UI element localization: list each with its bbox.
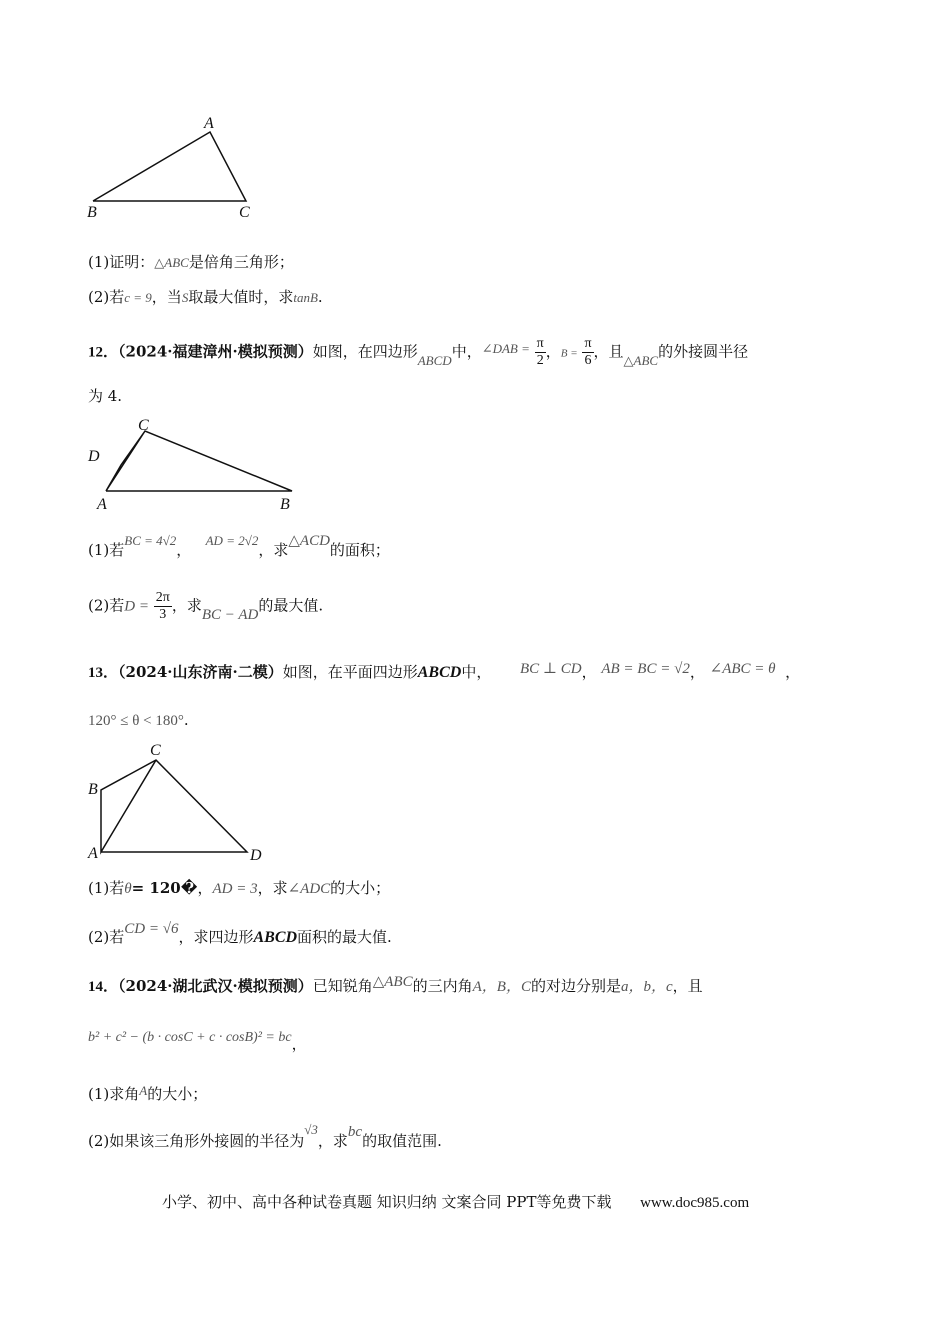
math-expr: S: [181, 290, 189, 305]
question-text: ，: [785, 663, 801, 681]
q12-part1: [88, 533, 390, 561]
question-text: 的三内角: [412, 977, 473, 995]
denominator: 6: [584, 353, 592, 368]
question-number: 14．: [88, 979, 119, 995]
vertex-label-a: A: [204, 115, 214, 132]
question-text: 的最大值.: [258, 596, 324, 615]
math-expr: △ABC: [372, 974, 413, 990]
part-label: (1)若: [88, 879, 125, 897]
q14-part2: [88, 1122, 442, 1152]
part-label: (1)若: [88, 541, 125, 559]
vertex-label-a: A: [97, 496, 107, 513]
numerator: 2π: [155, 590, 170, 605]
math-expr: ∠ADC: [287, 881, 331, 897]
quad-lines: [101, 760, 247, 852]
vertex-label-c: C: [138, 417, 149, 434]
triangle-abc-figure: [80, 110, 280, 230]
numerator: π: [536, 336, 544, 351]
footer-link[interactable]: www.doc985.com: [640, 1195, 750, 1211]
math-expr: BC = 4√2: [124, 533, 177, 548]
math-expr: ∠ABC = θ: [709, 661, 776, 677]
q12-stem-line1: [88, 336, 748, 369]
q11-part1: [88, 252, 294, 273]
question-text: ，: [689, 663, 705, 681]
question-text: ，: [197, 879, 213, 897]
vertex-label-d: D: [88, 448, 100, 465]
triangle-abc-lines: [93, 132, 246, 201]
math-expr: √3: [304, 1122, 318, 1137]
q12-part2: [88, 590, 323, 623]
question-text: ，且: [593, 342, 624, 361]
math-expr: bc: [347, 1124, 363, 1140]
question-text: 是倍角三角形；: [188, 253, 294, 271]
part-label: (1)求角: [88, 1085, 140, 1103]
question-text: 面积的最大值.: [297, 928, 392, 946]
fraction-pi-over-2: [535, 336, 546, 369]
q13-part1: [88, 878, 390, 899]
q14-part1: [88, 1084, 207, 1105]
math-expr: D =: [124, 598, 149, 615]
question-text: 的外接圆半径: [658, 342, 749, 361]
question-text: .: [183, 711, 189, 729]
math-expr: AB = BC = √2: [601, 661, 690, 677]
math-expr: △ACD: [288, 533, 330, 549]
q13-part2: [88, 921, 392, 948]
vertex-label-b: B: [88, 781, 98, 798]
math-expr: ABCD: [253, 929, 298, 946]
vertex-label-d: D: [250, 847, 262, 864]
question-source: （2024·福建漳州·模拟预测）: [118, 342, 313, 361]
quad-lines: [106, 431, 292, 491]
vertex-label-a: A: [88, 845, 98, 862]
question-text: ，: [545, 342, 561, 361]
math-expr: c = 9: [124, 290, 152, 305]
question-source: （2024·山东济南·二模）: [118, 663, 283, 681]
math-expr: 120° ≤ θ < 180°: [88, 713, 184, 729]
fraction-pi-over-6: [582, 336, 593, 369]
question-text: = 120�: [131, 879, 198, 897]
footer-text: 小学、初中、高中各种试卷真题 知识归纳 文案合同 PPT等免费下载: [162, 1193, 612, 1211]
vertex-label-b: B: [280, 496, 290, 513]
denominator: 3: [159, 607, 167, 622]
question-text: ，: [176, 541, 192, 559]
question-text: 的大小；: [147, 1085, 208, 1103]
question-text: 的面积；: [329, 541, 390, 559]
question-text: 已知锐角: [312, 977, 373, 995]
question-text: 的取值范围.: [362, 1132, 442, 1150]
question-text: ，求: [171, 596, 202, 615]
footer: [162, 1191, 749, 1212]
math-expr: B =: [560, 347, 578, 360]
part-label: (2)若: [88, 928, 125, 946]
part-label: (1)证明：: [88, 253, 155, 271]
question-text: 中，: [461, 663, 492, 681]
q14-stem-line1: [88, 976, 703, 997]
math-expr: AD = 2√2: [205, 533, 259, 548]
math-expr: θ: [124, 881, 132, 897]
question-text: ，求: [317, 1132, 348, 1150]
math-expr: CD = √6: [124, 921, 179, 937]
vertex-label-b: B: [87, 204, 97, 221]
part-label: (2)如果该三角形外接圆的半径为: [88, 1132, 305, 1150]
q11-part2: [88, 287, 323, 308]
question-text: 的对边分别是: [530, 977, 621, 995]
math-expr: AD = 3: [212, 881, 258, 897]
question-text: 如图，在平面四边形: [282, 663, 418, 681]
q13-stem-line1: [88, 662, 800, 683]
q12-stem-line2: 为 4.: [88, 387, 123, 405]
question-number: 13．: [88, 665, 119, 681]
quadrilateral-abcd-figure-q12: [80, 410, 320, 520]
math-expr: A: [139, 1083, 148, 1098]
math-expr: tanB: [293, 290, 318, 305]
question-text: .: [317, 288, 323, 306]
math-expr: b² + c² − (b · cosC + c · cosB)² = bc: [88, 1030, 292, 1045]
math-expr: ABCD: [417, 352, 452, 368]
question-text: ，: [291, 1035, 307, 1053]
question-text: ，求四边形: [178, 928, 254, 946]
quadrilateral-abcd-figure-q13: [80, 735, 280, 870]
part-label: (2)若: [88, 288, 125, 306]
q13-stem-line2: [88, 710, 189, 731]
part-label: (2)若: [88, 596, 125, 615]
math-expr: △ABC: [623, 352, 659, 368]
q14-equation: [88, 1026, 307, 1053]
math-expr: △ABC: [154, 255, 189, 270]
question-text: ，: [581, 663, 597, 681]
question-text: 如图，在四边形: [312, 342, 418, 361]
question-text: ，且: [672, 977, 703, 995]
math-expr: a，b，c: [620, 979, 673, 995]
question-text: ，求: [257, 879, 288, 897]
question-text: ，求: [258, 541, 289, 559]
question-source: （2024·湖北武汉·模拟预测）: [118, 977, 313, 995]
math-expr: ABCD: [417, 664, 462, 681]
math-expr: BC − AD: [201, 606, 259, 623]
numerator: π: [584, 336, 592, 351]
vertex-label-c: C: [239, 204, 250, 221]
denominator: 2: [536, 353, 544, 368]
math-expr: A，B，C: [472, 979, 531, 995]
question-text: ，当: [151, 288, 182, 306]
question-text: 取最大值时，求: [188, 288, 294, 306]
question-number: 12．: [88, 344, 119, 361]
math-expr: ∠DAB =: [481, 340, 530, 356]
math-expr: BC ⊥ CD: [519, 661, 582, 677]
fraction-2pi-over-3: [154, 590, 172, 623]
vertex-label-c: C: [150, 742, 161, 759]
question-text: 中，: [451, 342, 482, 361]
question-text: 的大小；: [330, 879, 391, 897]
